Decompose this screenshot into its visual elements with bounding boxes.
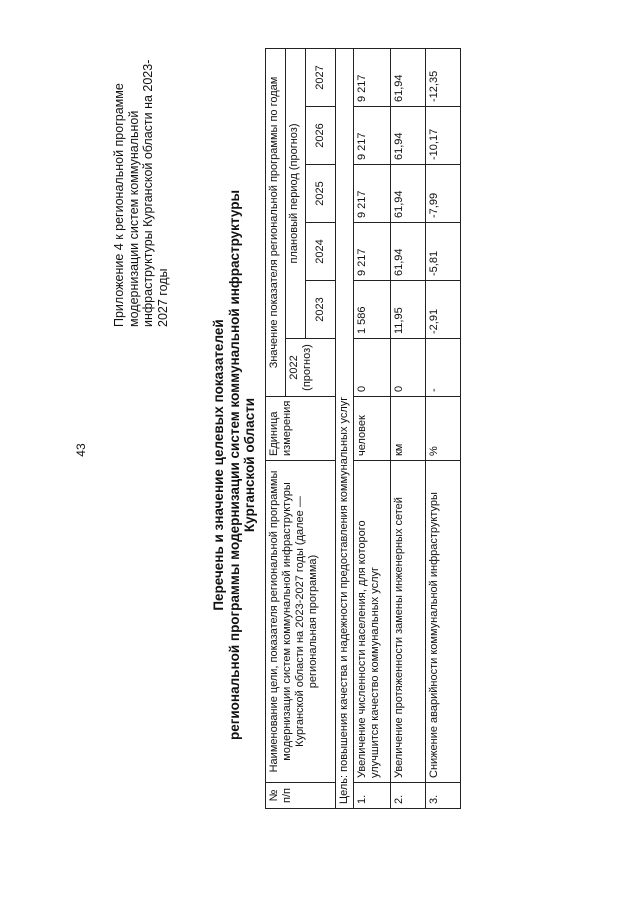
cell-value: 9 217: [354, 48, 391, 106]
cell-unit: человек: [354, 397, 391, 461]
cell-value: 1 586: [354, 281, 391, 339]
table-row: [391, 48, 426, 808]
header-num: № п/п: [266, 783, 336, 809]
cell-value: -5,81: [426, 223, 461, 281]
cell-num: 1.: [354, 783, 391, 809]
cell-value: 61,94: [391, 223, 426, 281]
header-year: 2023: [306, 281, 336, 339]
document-title: [211, 85, 258, 845]
header-year: 2025: [306, 165, 336, 223]
cell-unit: км: [391, 397, 426, 461]
cell-value: -10,17: [426, 107, 461, 165]
cell-value: -: [426, 339, 461, 397]
cell-name: Снижение аварийности коммунальной инфраструктуры: [426, 461, 461, 783]
header-year: 2024: [306, 223, 336, 281]
header-base-year: 2022 (прогноз): [286, 339, 336, 397]
goal-text: Цель: повышения качества и надежности предоставления коммунальных услуг: [336, 48, 354, 808]
cell-value: 0: [391, 339, 426, 397]
indicators-table: [265, 48, 461, 809]
cell-value: -7,99: [426, 165, 461, 223]
cell-num: 3.: [426, 783, 461, 809]
cell-value: 61,94: [391, 107, 426, 165]
cell-value: 11,95: [391, 281, 426, 339]
title-line-3: Курганской области: [242, 397, 257, 533]
appendix-note: Приложение 4 к региональной программе модернизации систем коммунальной инфраструктуры Курганской области на 2023-2027 годы: [112, 59, 170, 327]
cell-num: 2.: [391, 783, 426, 809]
title-line-1: Перечень и значение целевых показателей: [211, 319, 226, 611]
page-number: 43: [74, 443, 88, 457]
header-year: 2027: [306, 48, 336, 106]
cell-value: 61,94: [391, 48, 426, 106]
cell-value: 9 217: [354, 223, 391, 281]
cell-value: 9 217: [354, 107, 391, 165]
cell-value: -12,35: [426, 48, 461, 106]
header-plan-period: плановый период (прогноз): [286, 48, 306, 338]
table-row: [354, 48, 391, 808]
header-unit: Единица измерения: [266, 397, 336, 461]
table-row: [426, 48, 461, 808]
cell-unit: %: [426, 397, 461, 461]
cell-value: 0: [354, 339, 391, 397]
header-year: 2026: [306, 107, 336, 165]
header-name: Наименование цели, показателя региональной программы модернизации систем коммунальной инфраструктуры Курганской области на 2023-2027 годы (далее — региональная программа): [266, 461, 336, 783]
cell-value: 61,94: [391, 165, 426, 223]
cell-value: -2,91: [426, 281, 461, 339]
title-line-2: региональной программы модернизации систем коммунальной инфраструктуры: [226, 190, 242, 740]
cell-value: 9 217: [354, 165, 391, 223]
header-values-group: Значение показателя региональной программы по годам: [266, 48, 286, 396]
cell-name: Увеличение численности населения, для которого улучшится качество коммунальных услуг: [354, 461, 391, 783]
goal-row: [336, 48, 354, 808]
cell-name: Увеличение протяженности замены инженерных сетей: [391, 461, 426, 783]
